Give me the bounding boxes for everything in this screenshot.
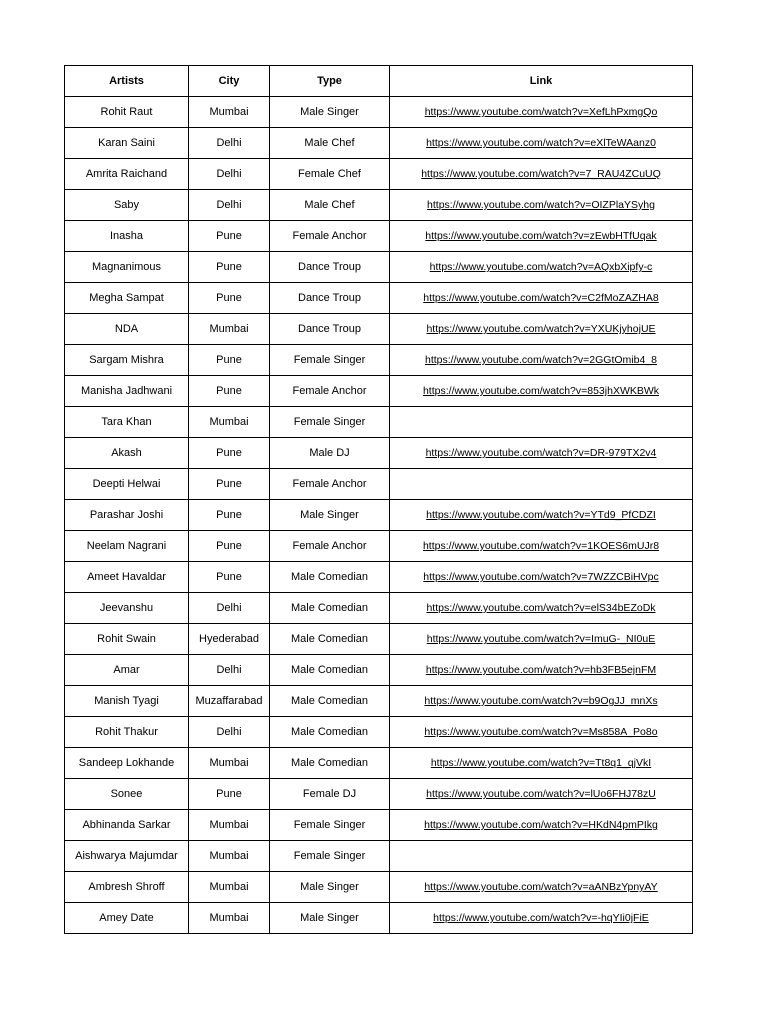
city-cell: Pune [189,283,270,314]
city-cell: Pune [189,469,270,500]
city-cell: Mumbai [189,872,270,903]
type-cell: Male Comedian [270,562,390,593]
artist-cell: Sandeep Lokhande [65,748,189,779]
artist-cell: Inasha [65,221,189,252]
artist-cell: Manish Tyagi [65,686,189,717]
table-row [65,159,693,190]
table-row [65,252,693,283]
table-row [65,903,693,934]
link-cell [390,779,693,810]
link-cell [390,531,693,562]
type-cell: Male Comedian [270,655,390,686]
type-cell: Male Chef [270,190,390,221]
link-cell [390,314,693,345]
youtube-link[interactable]: https://www.youtube.com/watch?v=AQxbXipfy-c [429,261,653,273]
youtube-link[interactable]: https://www.youtube.com/watch?v=Ms858A_Po8o [424,726,658,738]
youtube-link[interactable]: https://www.youtube.com/watch?v=lUo6FHJ78zU [426,788,656,800]
link-cell [390,283,693,314]
city-cell: Muzaffarabad [189,686,270,717]
type-cell: Female Singer [270,345,390,376]
type-cell: Female Singer [270,407,390,438]
header-type: Type [270,66,390,97]
table-row [65,562,693,593]
city-cell: Mumbai [189,748,270,779]
youtube-link[interactable]: https://www.youtube.com/watch?v=853jhXWKBWk [422,385,660,397]
city-cell: Pune [189,531,270,562]
youtube-link[interactable]: https://www.youtube.com/watch?v=eXlTeWAanz0 [426,137,656,149]
type-cell: Dance Troup [270,283,390,314]
artist-cell: Parashar Joshi [65,500,189,531]
youtube-link[interactable]: https://www.youtube.com/watch?v=YXUKjyhojUE [426,323,656,335]
link-cell [390,159,693,190]
city-cell: Delhi [189,717,270,748]
youtube-link[interactable]: https://www.youtube.com/watch?v=HKdN4pmPIkg [424,819,658,831]
table-row [65,500,693,531]
city-cell: Delhi [189,593,270,624]
type-cell: Dance Troup [270,314,390,345]
youtube-link[interactable]: https://www.youtube.com/watch?v=zEwbHTfUqak [425,230,657,242]
link-cell [390,872,693,903]
youtube-link[interactable]: https://www.youtube.com/watch?v=2GGtOmib4_8 [425,354,657,366]
type-cell: Female Anchor [270,469,390,500]
link-cell [390,717,693,748]
table-row [65,872,693,903]
youtube-link[interactable]: https://www.youtube.com/watch?v=OIZPlaYSyhg [427,199,655,211]
city-cell: Mumbai [189,97,270,128]
type-cell: Male Comedian [270,748,390,779]
artist-cell: Aishwarya Majumdar [65,841,189,872]
city-cell: Pune [189,376,270,407]
youtube-link[interactable]: https://www.youtube.com/watch?v=-hqYIi0jFiE [433,912,649,924]
city-cell: Mumbai [189,407,270,438]
artist-cell: Rohit Raut [65,97,189,128]
table-row [65,469,693,500]
link-cell [390,190,693,221]
table-row [65,810,693,841]
youtube-link[interactable]: https://www.youtube.com/watch?v=XefLhPxmgQo [424,106,658,118]
artist-cell: Saby [65,190,189,221]
type-cell: Dance Troup [270,252,390,283]
type-cell: Female Anchor [270,531,390,562]
link-cell [390,407,693,438]
artist-cell: Amar [65,655,189,686]
table-row [65,531,693,562]
artist-cell: Amey Date [65,903,189,934]
city-cell: Pune [189,500,270,531]
table-row [65,128,693,159]
youtube-link[interactable]: https://www.youtube.com/watch?v=DR-979TX2v4 [425,447,657,459]
type-cell: Male Comedian [270,717,390,748]
artist-cell: Deepti Helwai [65,469,189,500]
artist-cell: Amrita Raichand [65,159,189,190]
artist-cell: Tara Khan [65,407,189,438]
table-row [65,686,693,717]
table-row [65,97,693,128]
type-cell: Female Chef [270,159,390,190]
link-cell [390,903,693,934]
table-row [65,407,693,438]
artist-cell: Manisha Jadhwani [65,376,189,407]
table-row [65,717,693,748]
artist-cell: Magnanimous [65,252,189,283]
type-cell: Female Singer [270,841,390,872]
youtube-link[interactable]: https://www.youtube.com/watch?v=aANBzYpnyAY [424,881,658,893]
table-row [65,593,693,624]
link-cell [390,593,693,624]
city-cell: Pune [189,221,270,252]
city-cell: Pune [189,562,270,593]
type-cell: Male Comedian [270,686,390,717]
table-header-row [65,66,693,97]
link-cell [390,345,693,376]
artist-cell: Ameet Havaldar [65,562,189,593]
link-cell [390,562,693,593]
table-row [65,748,693,779]
type-cell: Male Comedian [270,624,390,655]
artist-cell: Rohit Swain [65,624,189,655]
link-cell [390,128,693,159]
city-cell: Hyederabad [189,624,270,655]
table-row [65,841,693,872]
header-city: City [189,66,270,97]
type-cell: Male Singer [270,500,390,531]
city-cell: Pune [189,252,270,283]
youtube-link[interactable]: https://www.youtube.com/watch?v=Tt8q1_qjVkI [430,757,652,769]
youtube-link[interactable]: https://www.youtube.com/watch?v=elS34bEZoDk [426,602,656,614]
artist-cell: Rohit Thakur [65,717,189,748]
link-cell [390,624,693,655]
youtube-link[interactable]: https://www.youtube.com/watch?v=ImuG-_NI0uE [426,633,656,645]
link-cell [390,686,693,717]
city-cell: Delhi [189,655,270,686]
link-cell [390,221,693,252]
type-cell: Female DJ [270,779,390,810]
link-cell [390,810,693,841]
table-row [65,376,693,407]
table-row [65,190,693,221]
table-row [65,283,693,314]
link-cell [390,841,693,872]
city-cell: Delhi [189,159,270,190]
link-cell [390,97,693,128]
type-cell: Female Anchor [270,221,390,252]
city-cell: Pune [189,779,270,810]
link-cell [390,438,693,469]
type-cell: Male Singer [270,903,390,934]
youtube-link[interactable]: https://www.youtube.com/watch?v=b9OgJJ_mnXs [424,695,658,707]
artist-cell: Jeevanshu [65,593,189,624]
artist-cell: NDA [65,314,189,345]
artist-cell: Megha Sampat [65,283,189,314]
city-cell: Mumbai [189,314,270,345]
type-cell: Male Chef [270,128,390,159]
city-cell: Pune [189,438,270,469]
artist-cell: Neelam Nagrani [65,531,189,562]
artists-table [64,65,693,934]
type-cell: Female Singer [270,810,390,841]
link-cell [390,748,693,779]
table-row [65,779,693,810]
city-cell: Mumbai [189,903,270,934]
link-cell [390,252,693,283]
header-link: Link [390,66,693,97]
artist-sheet [64,65,693,934]
link-cell [390,500,693,531]
table-body [65,97,693,934]
link-cell [390,376,693,407]
table-row [65,624,693,655]
city-cell: Delhi [189,128,270,159]
type-cell: Male Singer [270,872,390,903]
youtube-link[interactable]: https://www.youtube.com/watch?v=hb3FB5ejnFM [425,664,657,676]
city-cell: Mumbai [189,841,270,872]
youtube-link[interactable]: https://www.youtube.com/watch?v=YTd9_PfCDZI [426,509,656,521]
type-cell: Female Anchor [270,376,390,407]
youtube-link[interactable]: https://www.youtube.com/watch?v=1KOES6mUJr8 [422,540,660,552]
artist-cell: Sargam Mishra [65,345,189,376]
city-cell: Pune [189,345,270,376]
youtube-link[interactable]: https://www.youtube.com/watch?v=C2fMoZAZHA8 [423,292,659,304]
artist-cell: Akash [65,438,189,469]
link-cell [390,469,693,500]
youtube-link[interactable]: https://www.youtube.com/watch?v=7WZZCBiHVpc [423,571,659,583]
type-cell: Male DJ [270,438,390,469]
table-row [65,314,693,345]
link-cell [390,655,693,686]
city-cell: Delhi [189,190,270,221]
artist-cell: Ambresh Shroff [65,872,189,903]
table-row [65,345,693,376]
youtube-link[interactable]: https://www.youtube.com/watch?v=7_RAU4ZCuUQ [421,168,661,180]
table-row [65,655,693,686]
table-row [65,221,693,252]
artist-cell: Sonee [65,779,189,810]
header-artists: Artists [65,66,189,97]
artist-cell: Abhinanda Sarkar [65,810,189,841]
type-cell: Male Singer [270,97,390,128]
artist-cell: Karan Saini [65,128,189,159]
type-cell: Male Comedian [270,593,390,624]
city-cell: Mumbai [189,810,270,841]
table-row [65,438,693,469]
